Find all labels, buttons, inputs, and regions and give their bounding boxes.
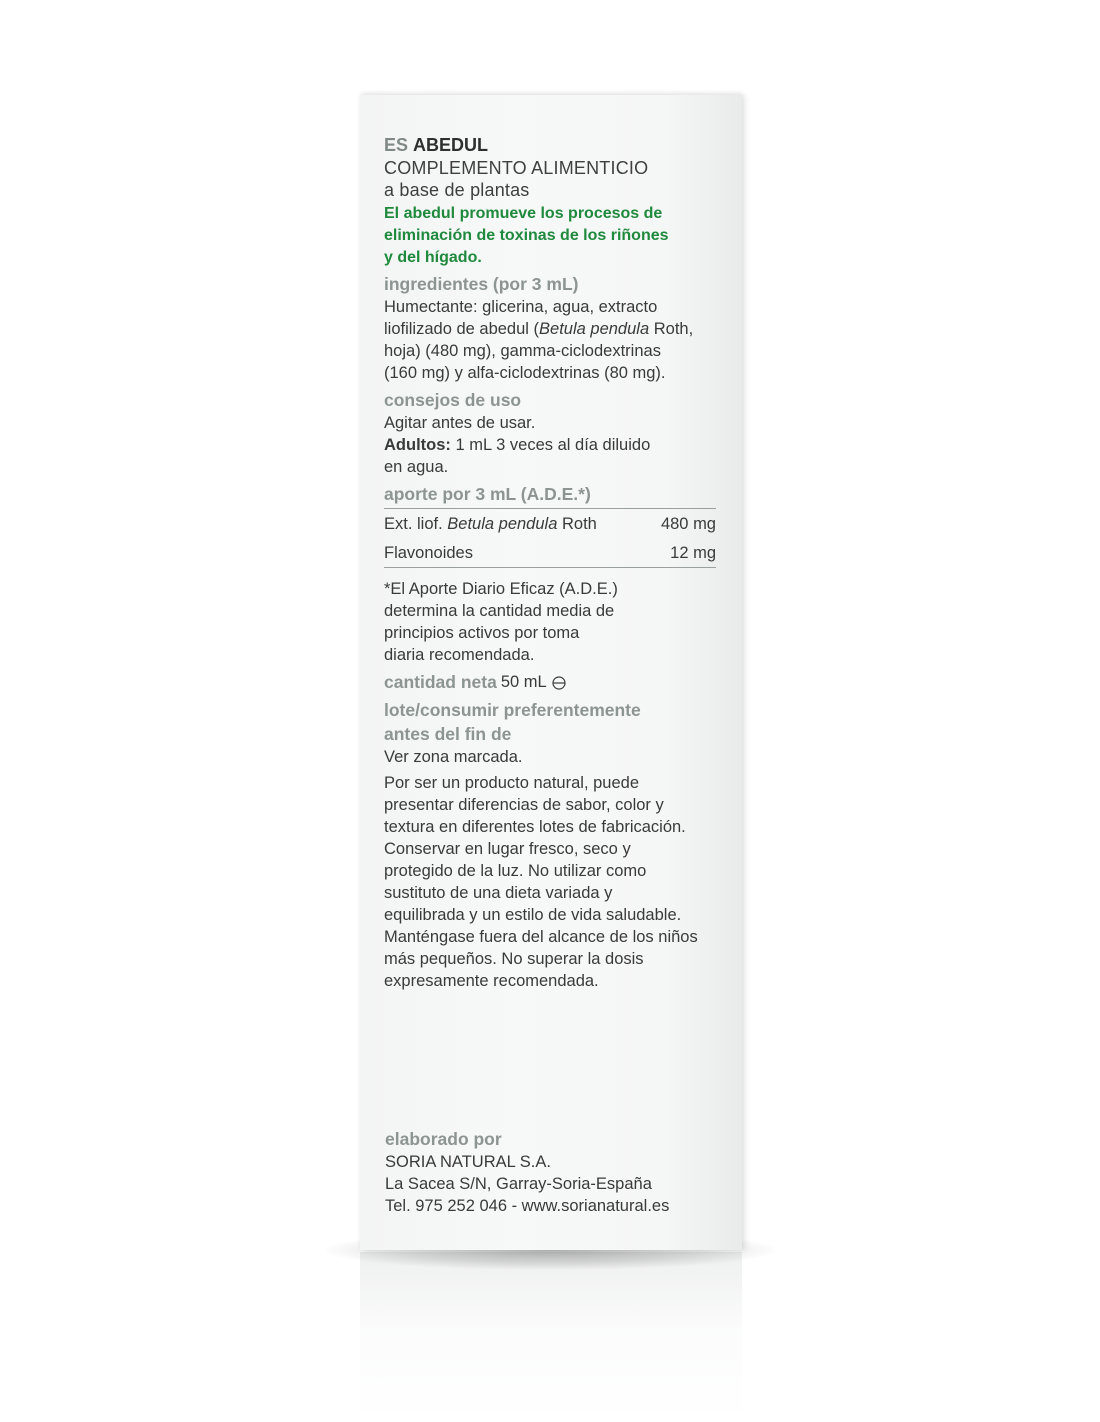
table-cell-name: Flavonoides xyxy=(384,543,473,562)
cell-text: Ext. liof. xyxy=(384,514,448,533)
disclaimer-line: textura en diferentes lotes de fabricación. xyxy=(384,818,686,836)
disclaimer-line: sustituto de una dieta variada y xyxy=(384,884,613,902)
lot-text: Ver zona marcada. xyxy=(384,748,523,766)
ingredients-line: Humectante: glicerina, agua, extracto xyxy=(384,298,658,316)
usage-line xyxy=(384,434,716,456)
ade-note-line: principios activos por toma xyxy=(384,624,580,642)
manufacturer-address: La Sacea S/N, Garray-Soria-España xyxy=(385,1175,652,1193)
product-title xyxy=(384,133,716,157)
disclaimer-text xyxy=(384,772,716,992)
ade-note-line: determina la cantidad media de xyxy=(384,602,615,620)
table-cell-value: 12 mg xyxy=(670,543,716,562)
disclaimer-line: expresamente recomendada. xyxy=(384,972,599,990)
contribution-table xyxy=(384,508,716,568)
disclaimer-line: presentar diferencias de sabor, color y xyxy=(384,796,664,814)
manufacturer-contact: Tel. 975 252 046 - www.sorianatural.es xyxy=(385,1197,670,1215)
lot-heading xyxy=(384,698,716,746)
health-claim-line: y del hígado. xyxy=(384,249,482,266)
ade-note-line: diaria recomendada. xyxy=(384,646,535,664)
table-row xyxy=(384,509,716,538)
manufacturer-info xyxy=(385,1127,717,1217)
label-content xyxy=(384,133,716,992)
ingredients-line xyxy=(384,318,716,340)
usage-heading: consejos de uso xyxy=(384,390,522,410)
language-code: ES xyxy=(384,135,409,155)
disclaimer-line: Manténgase fuera del alcance de los niños xyxy=(384,928,698,946)
contribution-heading: aporte por 3 mL (A.D.E.*) xyxy=(384,484,591,504)
net-quantity xyxy=(384,670,716,694)
ade-note xyxy=(384,578,716,666)
disclaimer-line: equilibrada y un estilo de vida saludable. xyxy=(384,906,682,924)
product-category-sub: a base de plantas xyxy=(384,180,530,200)
ingredients-fragment: liofilizado de abedul ( xyxy=(384,320,540,338)
manufacturer-heading: elaborado por xyxy=(385,1129,502,1149)
product-name: ABEDUL xyxy=(413,135,489,155)
ingredients-fragment: Roth, xyxy=(649,320,694,338)
adults-label: Adultos: xyxy=(384,436,451,454)
product-box-side-panel xyxy=(360,95,742,1250)
cell-text: Roth xyxy=(557,514,597,533)
disclaimer-line: Por ser un producto natural, puede xyxy=(384,774,640,792)
species-name: Betula pendula xyxy=(447,514,558,533)
health-claim-line: eliminación de toxinas de los riñones xyxy=(384,227,669,244)
ingredients-line: hoja) (480 mg), gamma-ciclodextrinas xyxy=(384,342,661,360)
estimated-e-mark-icon xyxy=(552,676,566,690)
usage-line: Agitar antes de usar. xyxy=(384,414,536,432)
disclaimer-line: protegido de la luz. No utilizar como xyxy=(384,862,647,880)
disclaimer-line: más pequeños. No superar la dosis xyxy=(384,950,644,968)
ingredients-text xyxy=(384,296,716,384)
table-cell-value: 480 mg xyxy=(660,514,716,533)
ingredients-line: (160 mg) y alfa-ciclodextrinas (80 mg). xyxy=(384,364,666,382)
manufacturer-company: SORIA NATURAL S.A. xyxy=(385,1153,551,1171)
ade-note-line: *El Aporte Diario Eficaz (A.D.E.) xyxy=(384,580,618,598)
lot-heading-line: lote/consumir preferentemente xyxy=(384,700,641,720)
adults-dose: 1 mL 3 veces al día diluido xyxy=(450,436,651,454)
health-claim-line: El abedul promueve los procesos de xyxy=(384,205,663,222)
species-name: Betula pendula xyxy=(539,320,650,338)
table-cell-name xyxy=(384,513,597,535)
disclaimer-line: Conservar en lugar fresco, seco y xyxy=(384,840,631,858)
ingredients-heading: ingredientes (por 3 mL) xyxy=(384,274,579,294)
box-reflection xyxy=(360,1252,742,1422)
usage-line: en agua. xyxy=(384,458,449,476)
table-row xyxy=(384,538,716,567)
usage-text xyxy=(384,412,716,478)
net-quantity-value: 50 mL xyxy=(500,673,547,691)
lot-heading-line: antes del fin de xyxy=(384,724,512,744)
product-category: COMPLEMENTO ALIMENTICIO xyxy=(384,158,649,178)
net-quantity-heading: cantidad neta xyxy=(384,672,497,692)
health-claim xyxy=(384,203,716,269)
